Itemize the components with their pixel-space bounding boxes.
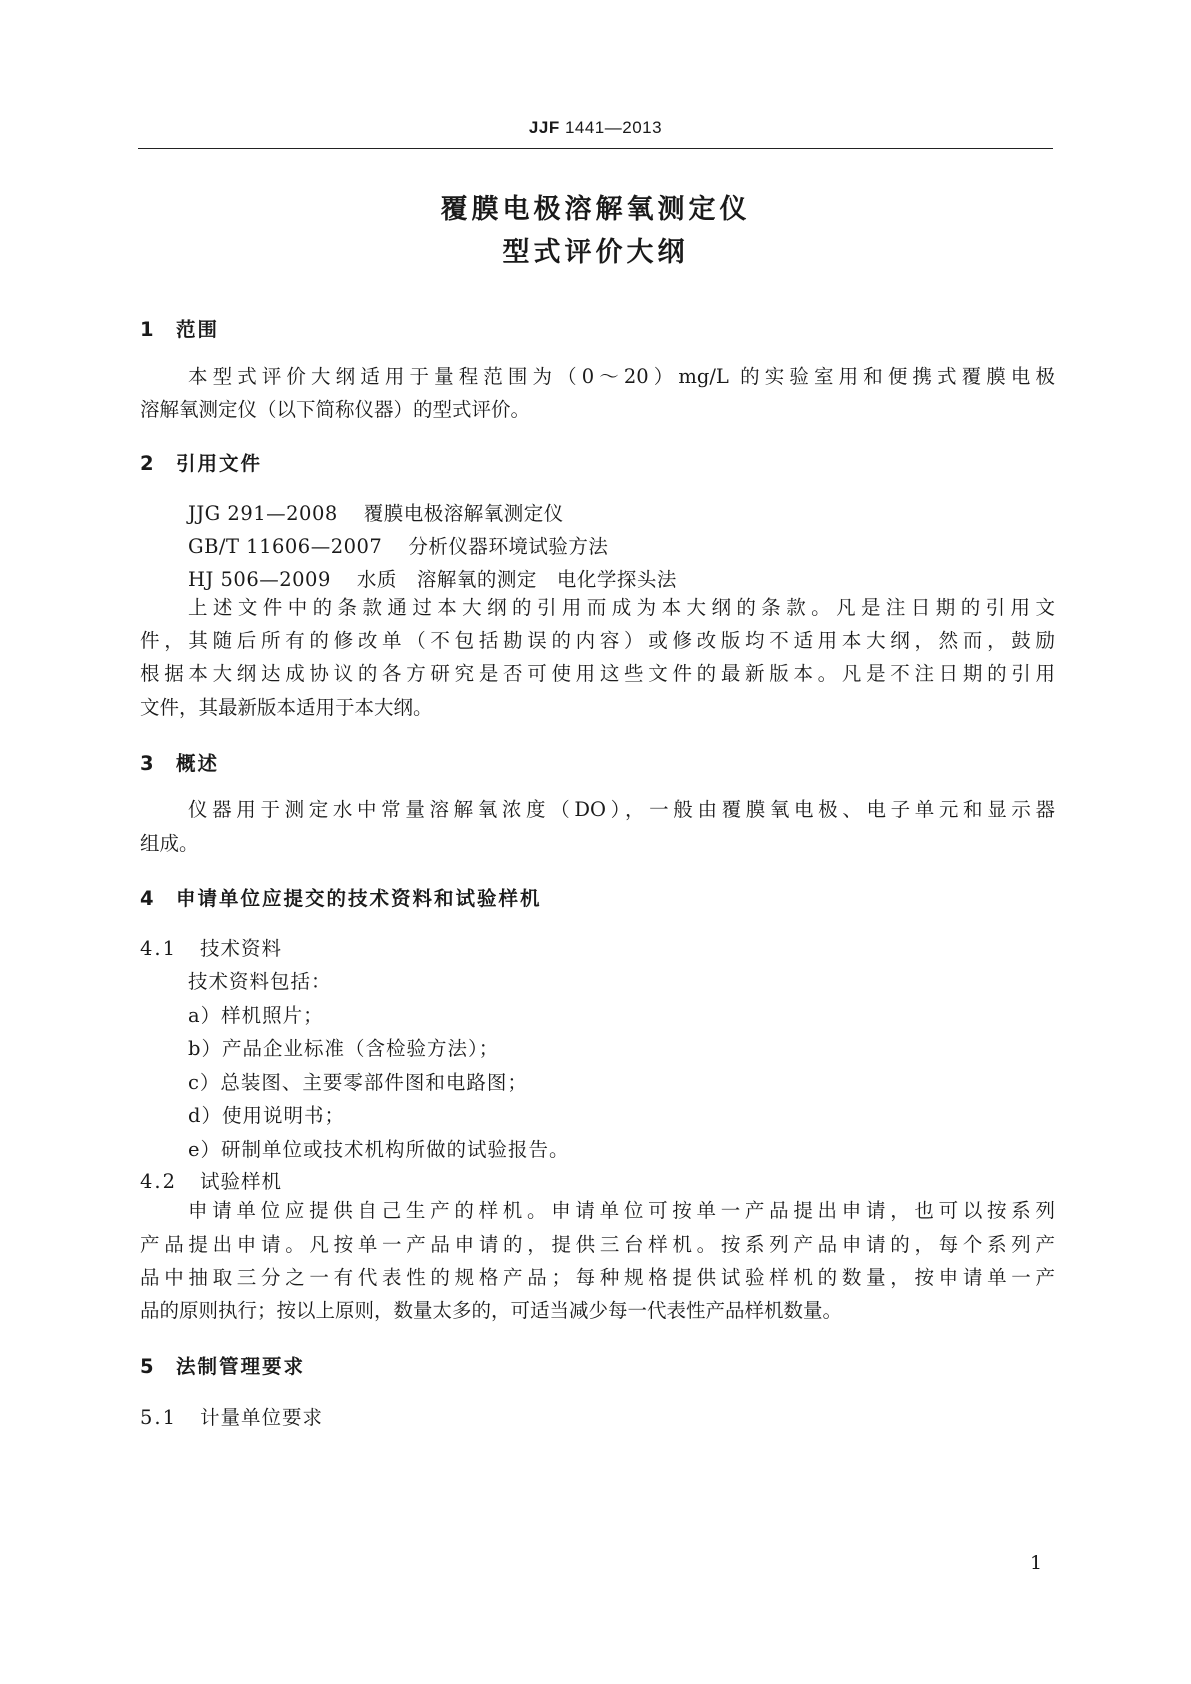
subsection-title: 计量单位要求 [200,1406,324,1429]
reference-code: GB/T 11606—2007 [188,535,383,558]
paragraph-line: 溶解氧测定仪（以下简称仪器）的型式评价。 [140,398,531,421]
paragraph-line: 产品提出申请。凡按单一产品申请的，提供三台样机。按系列产品申请的，每个系列产 [140,1233,1055,1256]
reference-code: HJ 506—2009 [188,568,331,591]
standard-code-prefix: JJF [528,118,560,137]
section-title: 概述 [176,752,220,775]
paragraph-line: 品中抽取三分之一有代表性的规格产品；每种规格提供试验样机的数量，按申请单一产 [140,1266,1055,1289]
list-intro: 技术资料包括： [188,970,332,993]
paragraph-line: 文件，其最新版本适用于本大纲。 [140,696,433,719]
section-number: 4 [140,887,154,910]
paragraph-line: 仪器用于测定水中常量溶解氧浓度（DO），一般由覆膜氧电极、电子单元和显示器 [188,798,1055,821]
subsection-number: 4.1 [140,937,178,960]
subsection-title: 试验样机 [200,1170,283,1193]
reference-item [188,564,677,592]
paragraph-line: 根据本大纲达成协议的各方研究是否可使用这些文件的最新版本。凡是不注日期的引用 [140,662,1055,685]
list-item: a）样机照片； [188,1004,324,1027]
standard-code-number: 1441—2013 [564,118,663,137]
paragraph-line: 申请单位应提供自己生产的样机。申请单位可按单一产品提出申请，也可以按系列 [188,1199,1055,1222]
section-number: 5 [140,1355,154,1378]
header-rule [138,148,1053,149]
reference-name: 水质 溶解氧的测定 电化学探头法 [356,568,677,591]
section-heading-4 [140,883,542,911]
subsection-heading-4-1 [140,933,282,961]
paragraph-line: 组成。 [140,832,199,855]
list-item: d）使用说明书； [188,1104,345,1127]
section-number: 3 [140,752,154,775]
paragraph-line: 品的原则执行；按以上原则，数量太多的，可适当减少每一代表性产品样机数量。 [140,1299,843,1322]
section-heading-3 [140,748,219,776]
section-heading-5 [140,1351,305,1379]
list-item: e）研制单位或技术机构所做的试验报告。 [188,1138,570,1161]
section-title: 范围 [176,318,220,341]
reference-name: 覆膜电极溶解氧测定仪 [363,502,564,525]
reference-item [188,498,564,526]
section-title: 引用文件 [176,452,263,475]
subsection-number: 5.1 [140,1406,178,1429]
paragraph-line: 上述文件中的条款通过本大纲的引用而成为本大纲的条款。凡是注日期的引用文 [188,596,1055,619]
subsection-heading-5-1 [140,1402,323,1430]
subsection-title: 技术资料 [200,937,283,960]
subsection-number: 4.2 [140,1170,178,1193]
list-item: b）产品企业标准（含检验方法）； [188,1037,500,1060]
paragraph-line: 件，其随后所有的修改单（不包括勘误的内容）或修改版均不适用本大纲，然而，鼓励 [140,629,1055,652]
standard-code [0,118,1191,138]
doc-title-line1: 覆膜电极溶解氧测定仪 [440,194,751,225]
reference-name: 分析仪器环境试验方法 [408,535,609,558]
doc-title-line2: 型式评价大纲 [502,237,689,268]
subsection-heading-4-2 [140,1166,282,1194]
section-title: 申请单位应提交的技术资料和试验样机 [176,887,542,910]
section-title: 法制管理要求 [176,1355,306,1378]
page-number: 1 [1030,1552,1043,1574]
paragraph-line: 本型式评价大纲适用于量程范围为（0～20）mg/L 的实验室用和便携式覆膜电极 [188,365,1055,388]
section-number: 1 [140,318,154,341]
reference-item [188,531,608,559]
section-heading-2 [140,448,262,476]
reference-code: JJG 291—2008 [188,502,338,525]
section-heading-1 [140,314,219,342]
section-number: 2 [140,452,154,475]
list-item: c）总装图、主要零部件图和电路图； [188,1071,528,1094]
